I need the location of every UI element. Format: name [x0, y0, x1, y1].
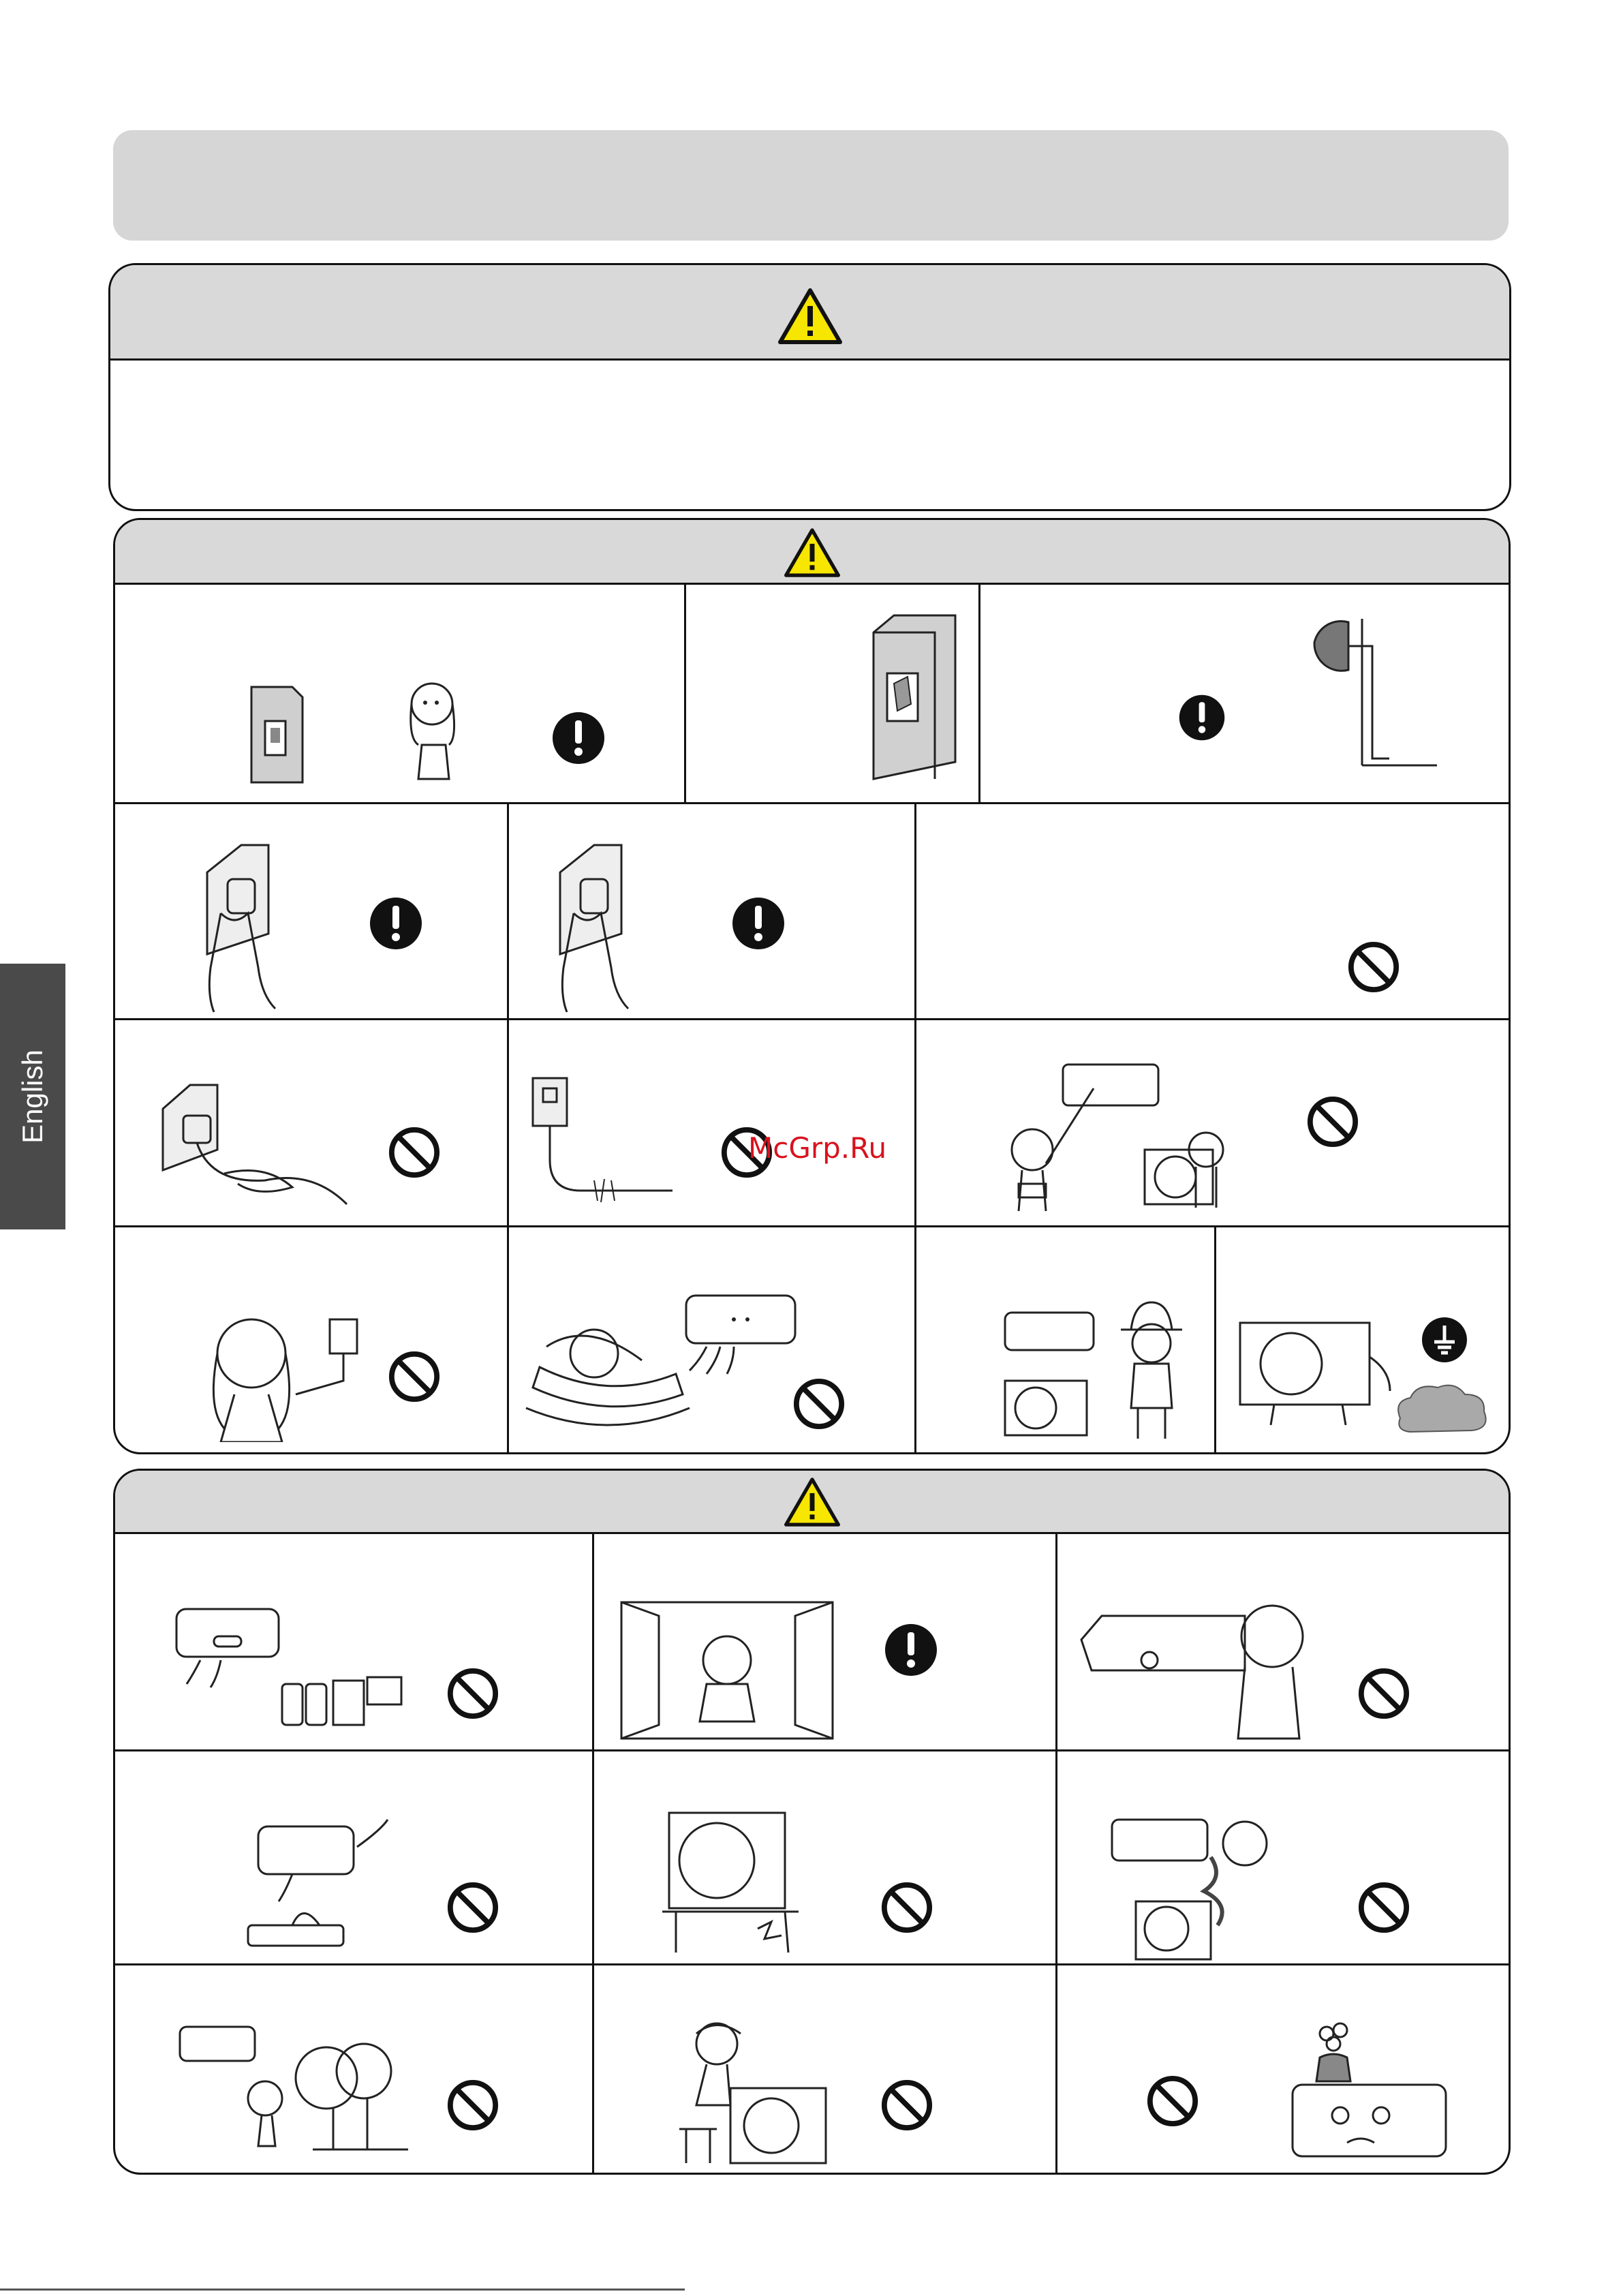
outdoor-unit-character-illustration: [1233, 1316, 1397, 1432]
cell-children-stick: [916, 1020, 1509, 1227]
caution-box-3: [113, 1469, 1511, 2175]
cell-outdoor-earth: [1216, 1227, 1509, 1452]
indoor-unit-airflow-illustration: [679, 1289, 802, 1377]
prohibited-circle-icon: [446, 2079, 499, 2132]
indoor-outdoor-units-illustration: [998, 1306, 1100, 1442]
baby-cradle-illustration: [519, 1306, 696, 1435]
warning-box-2-header: [115, 520, 1509, 585]
prohibited-circle-icon: [1357, 1881, 1410, 1934]
damaged-cord-illustration: [526, 1071, 676, 1221]
prohibited-circle-icon: [446, 1667, 499, 1720]
exclamation-circle-icon: [369, 896, 423, 951]
cell-plants: [115, 1965, 594, 2173]
caution-box-3-header: [115, 1471, 1509, 1534]
prohibited-circle-icon: [1357, 1667, 1410, 1720]
cell-food-storage: [115, 1534, 594, 1751]
language-tab-label: English: [16, 1050, 48, 1144]
person-on-phone-illustration: [395, 677, 476, 786]
girl-plug-wet-illustration: [194, 1306, 371, 1442]
prohibited-circle-icon: [1347, 940, 1400, 994]
girl-spray-units-illustration: [1109, 1816, 1286, 1966]
hand-plug-illustration: [194, 831, 303, 1015]
open-window-illustration: [618, 1599, 836, 1742]
prohibited-circle-icon: [388, 1126, 441, 1179]
watermark-text: McGrp.Ru: [748, 1131, 887, 1165]
cell-spray: [1057, 1751, 1509, 1965]
warning-box-1: [108, 263, 1511, 511]
earth-ground-icon: [1421, 1316, 1468, 1364]
exclamation-circle-icon: [884, 1623, 938, 1677]
exclamation-circle-icon: [731, 896, 786, 951]
unit-stove-illustration: [245, 1816, 395, 1953]
cell-damaged-cord: [509, 1020, 916, 1227]
prohibited-circle-icon: [388, 1350, 441, 1403]
cell-plug-insert: [115, 804, 509, 1020]
cell-fins: [1057, 1534, 1509, 1751]
children-poking-unit-illustration: [998, 1061, 1243, 1218]
unit-with-vase-illustration: [1289, 2020, 1453, 2163]
unit-plants-illustration: [176, 2017, 408, 2153]
exclamation-circle-icon: [1178, 694, 1226, 741]
cell-prohibit-text: [916, 804, 1509, 1020]
warning-box-2: [113, 518, 1511, 1454]
cell-ventilate: [594, 1534, 1057, 1751]
exclamation-circle-icon: [551, 711, 606, 765]
prohibited-circle-icon: [880, 2079, 933, 2132]
unit-on-broken-stand-illustration: [662, 1806, 812, 1956]
cell-coiled-cord: [115, 1020, 509, 1227]
footer-rule: [0, 2289, 685, 2291]
cell-wet-hands: [115, 1227, 509, 1452]
cell-outdoor-hand: [916, 1227, 1216, 1452]
cell-breaker-person: [115, 585, 686, 804]
cell-breaker: [686, 585, 980, 804]
warning-triangle-icon: [784, 1478, 840, 1527]
cell-climbing: [594, 1965, 1057, 2173]
smoke-cloud-illustration: [1390, 1377, 1492, 1439]
prohibited-circle-icon: [446, 1881, 499, 1934]
breaker-illustration: [238, 680, 306, 789]
prohibited-circle-icon: [880, 1881, 933, 1934]
earth-pipe-illustration: [1308, 615, 1444, 772]
cell-earth-pipe: [980, 585, 1509, 804]
unit-food-illustration: [173, 1599, 405, 1735]
page-title-band: [113, 130, 1509, 241]
cell-vase-on-unit: [1057, 1965, 1509, 2173]
prohibited-circle-icon: [792, 1377, 846, 1430]
cell-baby-airflow: [509, 1227, 916, 1452]
breaker-illustration: [860, 612, 962, 782]
coiled-cord-illustration: [156, 1068, 360, 1218]
child-hat-illustration: [1114, 1299, 1189, 1442]
warning-triangle-icon: [784, 528, 840, 577]
cell-plug-secure: [509, 804, 916, 1020]
girl-touching-unit-illustration: [1075, 1599, 1320, 1742]
cell-stove: [115, 1751, 594, 1965]
language-tab: [0, 964, 65, 1229]
prohibited-circle-icon: [1146, 2075, 1199, 2128]
hand-plug-illustration: [546, 831, 655, 1015]
child-climbing-unit-illustration: [676, 2017, 833, 2167]
warning-triangle-icon: [778, 288, 842, 344]
prohibited-circle-icon: [1306, 1095, 1359, 1148]
warning-box-1-header: [110, 265, 1509, 361]
cell-weak-stand: [594, 1751, 1057, 1965]
